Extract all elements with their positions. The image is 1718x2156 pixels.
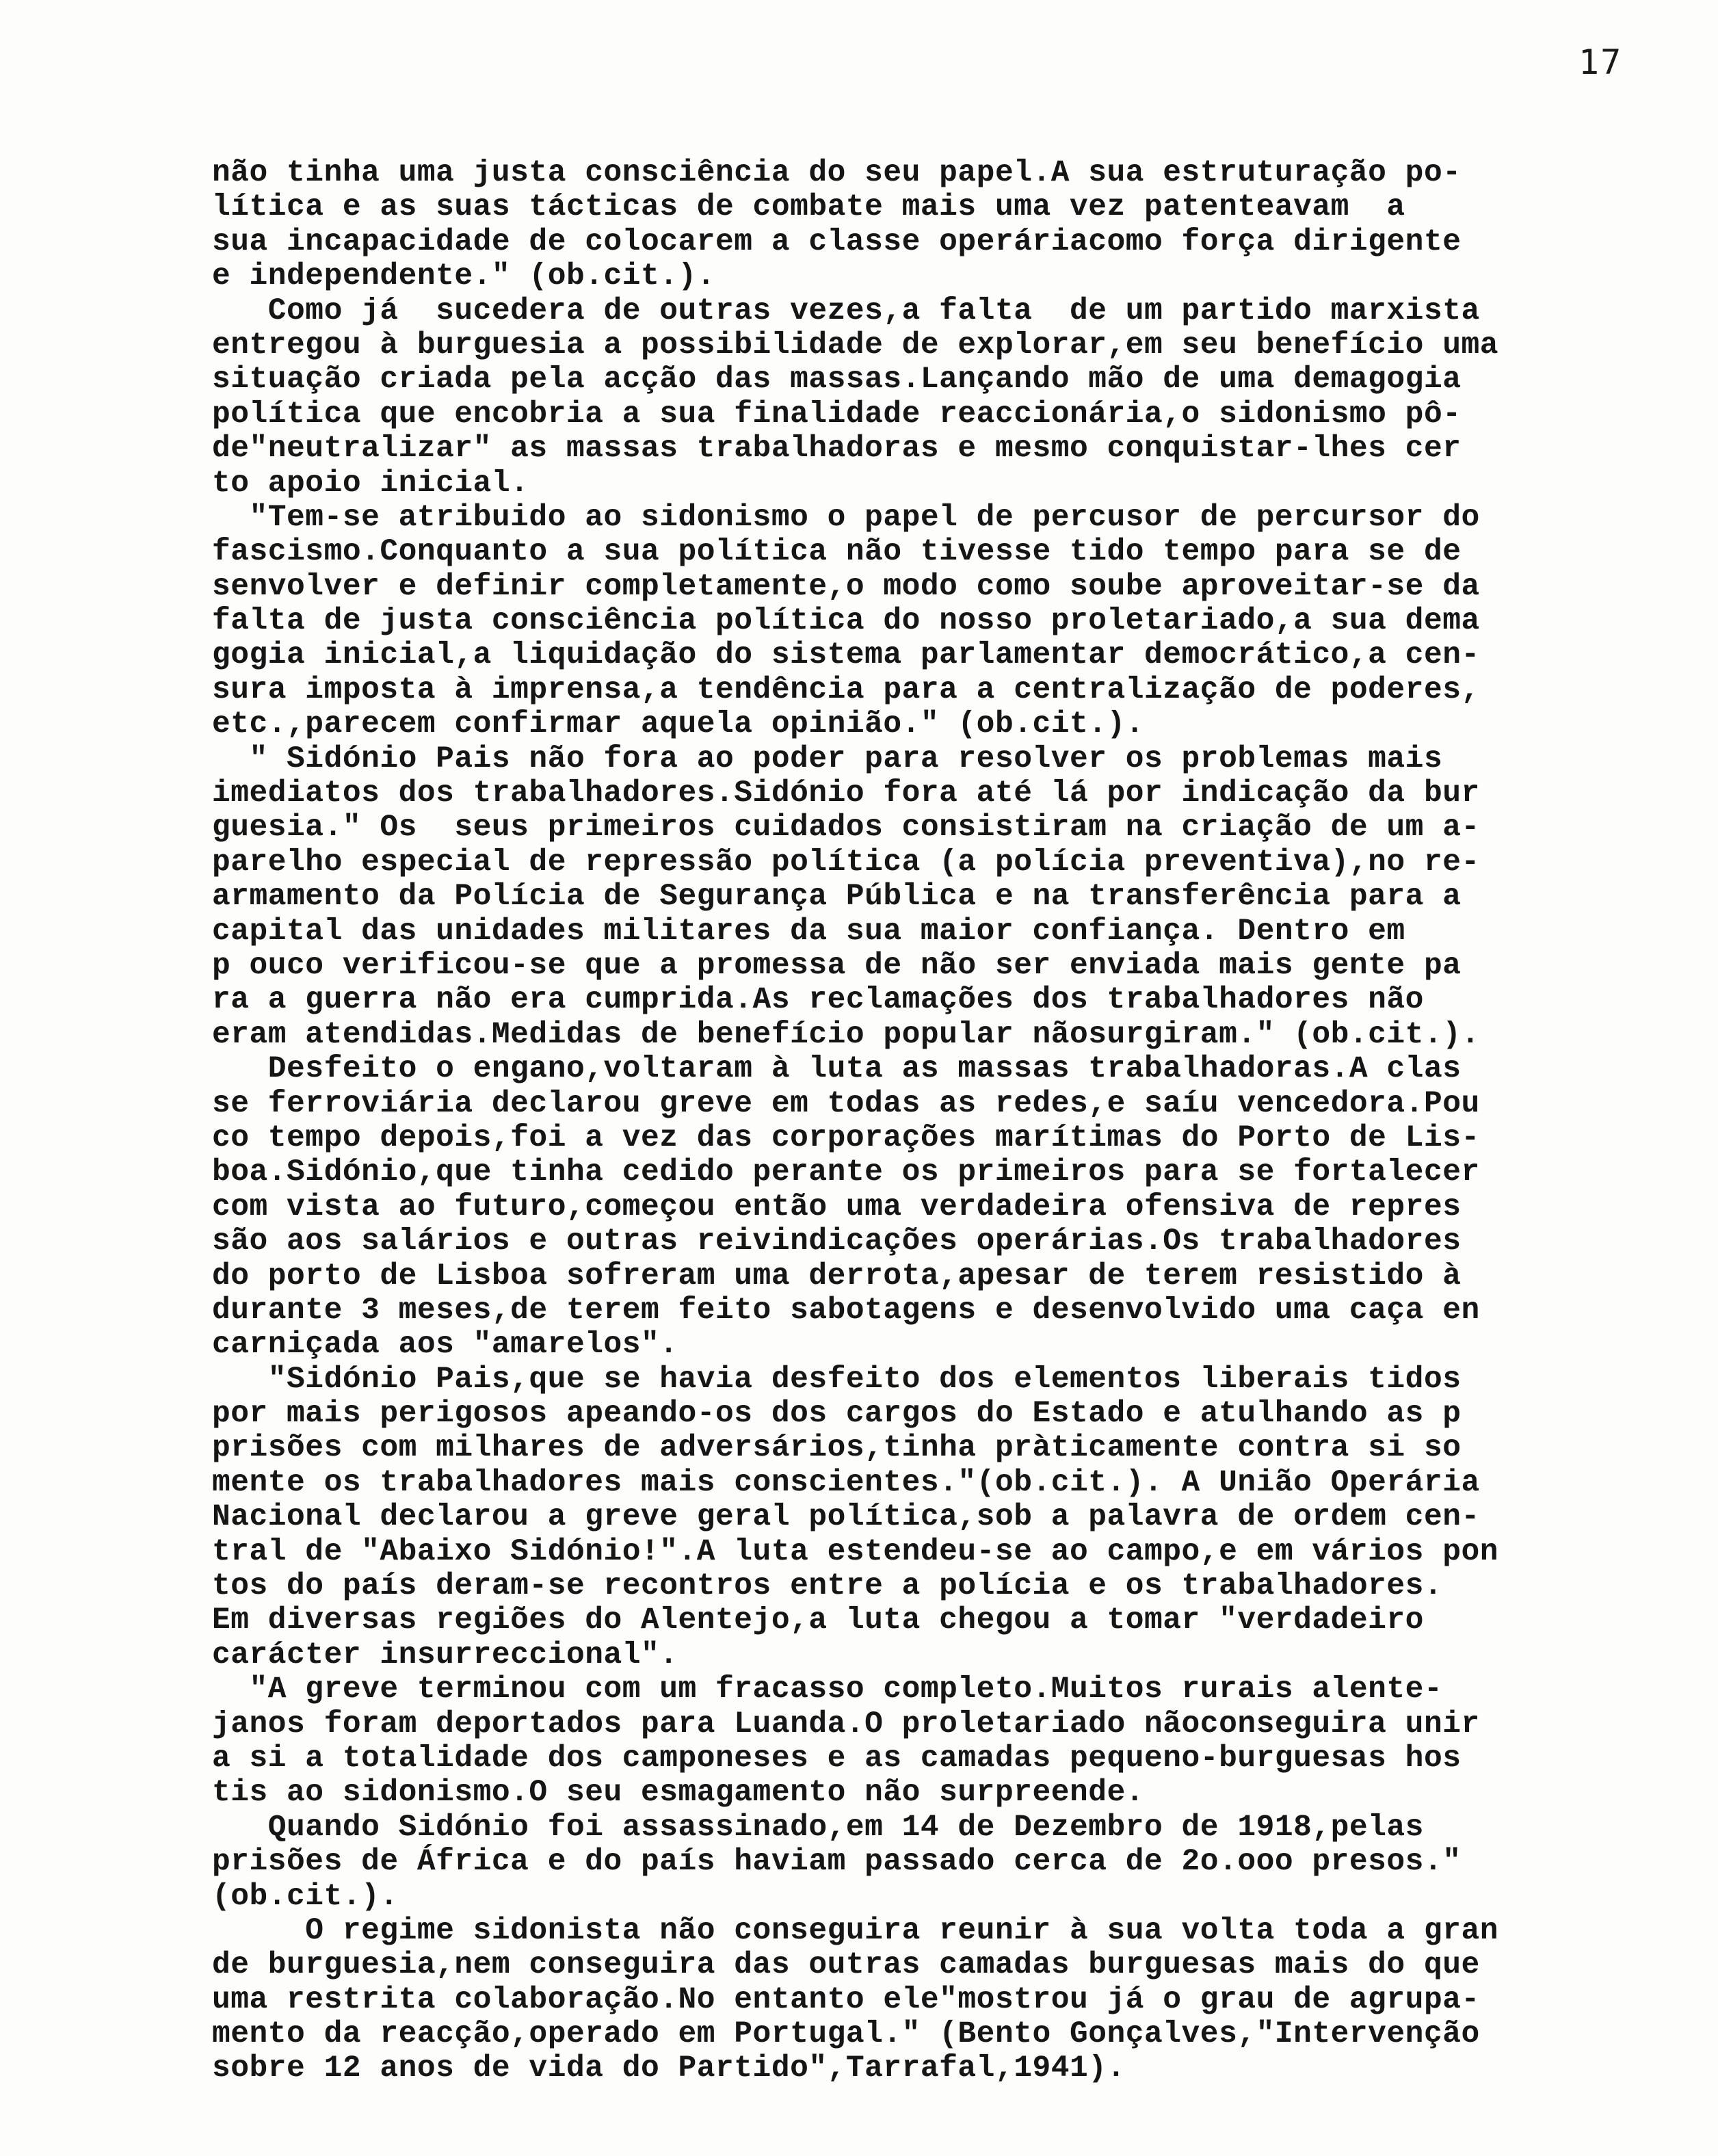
text-line: não tinha uma justa consciência do seu papel.A sua estruturação po-	[212, 156, 1462, 190]
text-line: sobre 12 anos de vida do Partido",Tarrafal,1941).	[212, 2051, 1126, 2086]
text-line: carácter insurreccional".	[212, 1638, 678, 1672]
text-line: carniçada aos "amarelos".	[212, 1328, 678, 1363]
text-line: lítica e as suas tácticas de combate mais uma vez patenteavam a	[212, 190, 1405, 225]
text-line: parelho especial de repressão política (a polícia preventiva),no re-	[212, 845, 1480, 880]
text-line: Como já sucedera de outras vezes,a falta de um partido marxista	[212, 293, 1480, 328]
text-line: mento da reacção,operado em Portugal." (Bento Gonçalves,"Intervenção	[212, 2017, 1480, 2052]
text-line: imediatos dos trabalhadores.Sidónio fora até lá por indicação da bur	[212, 776, 1480, 811]
text-line: armamento da Polícia de Segurança Pública e na transferência para a	[212, 880, 1462, 915]
text-line: (ob.cit.).	[212, 1879, 399, 1914]
text-line: etc.,parecem confirmar aquela opinião." (ob.cit.).	[212, 707, 1145, 742]
text-line: senvolver e definir completamente,o modo como soube aproveitar-se da	[212, 569, 1480, 604]
text-line: Nacional declarou a greve geral política,sob a palavra de ordem cen-	[212, 1500, 1480, 1535]
text-line: p ouco verificou-se que a promessa de não ser enviada mais gente pa	[212, 948, 1462, 983]
text-line: são aos salários e outras reivindicações operárias.Os trabalhadores	[212, 1224, 1462, 1259]
text-line: O regime sidonista não conseguira reunir à sua volta toda a gran	[212, 1913, 1498, 1948]
text-line: guesia." Os seus primeiros cuidados consistiram na criação de um a-	[212, 811, 1480, 845]
text-line: "A greve terminou com um fracasso completo.Muitos rurais alente-	[212, 1672, 1443, 1707]
page-number: 17	[1578, 42, 1623, 82]
body-text	[212, 156, 1621, 2086]
text-line: sua incapacidade de colocarem a classe operáriacomo força dirigente	[212, 224, 1462, 259]
text-line: e independente." (ob.cit.).	[212, 259, 716, 294]
text-line: eram atendidas.Medidas de benefício popular nãosurgiram." (ob.cit.).	[212, 1017, 1480, 1052]
text-line: "Sidónio Pais,que se havia desfeito dos elementos liberais tidos	[212, 1362, 1462, 1397]
text-line: janos foram deportados para Luanda.O proletariado nãoconseguira unir	[212, 1707, 1480, 1741]
text-line: fascismo.Conquanto a sua política não tivesse tido tempo para se de	[212, 535, 1462, 570]
text-line: do porto de Lisboa sofreram uma derrota,apesar de terem resistido à	[212, 1259, 1462, 1293]
text-line: Desfeito o engano,voltaram à luta as massas trabalhadoras.A clas	[212, 1052, 1462, 1087]
text-line: durante 3 meses,de terem feito sabotagens e desenvolvido uma caça en	[212, 1293, 1480, 1328]
text-line: política que encobria a sua finalidade reaccionária,o sidonismo pô-	[212, 397, 1462, 432]
text-line: de"neutralizar" as massas trabalhadoras e mesmo conquistar-lhes cer	[212, 432, 1462, 466]
text-line: mente os trabalhadores mais conscientes."(ob.cit.). A União Operária	[212, 1465, 1480, 1500]
text-line: capital das unidades militares da sua maior confiança. Dentro em	[212, 914, 1405, 949]
text-line: co tempo depois,foi a vez das corporações marítimas do Porto de Lis-	[212, 1120, 1480, 1155]
text-line: ra a guerra não era cumprida.As reclamações dos trabalhadores não	[212, 983, 1424, 1018]
text-line: entregou à burguesia a possibilidade de explorar,em seu benefício uma	[212, 328, 1498, 363]
text-line: Quando Sidónio foi assassinado,em 14 de Dezembro de 1918,pelas	[212, 1810, 1424, 1845]
text-line: Em diversas regiões do Alentejo,a luta chegou a tomar "verdadeiro	[212, 1603, 1424, 1638]
text-line: sura imposta à imprensa,a tendência para a centralização de poderes,	[212, 672, 1480, 707]
text-line: por mais perigosos apeando-os dos cargos do Estado e atulhando as p	[212, 1397, 1462, 1432]
text-line: "Tem-se atribuido ao sidonismo o papel de percusor de percursor do	[212, 500, 1480, 535]
text-line: gogia inicial,a liquidação do sistema parlamentar democrático,a cen-	[212, 638, 1480, 673]
text-line: se ferroviária declarou greve em todas as redes,e saíu vencedora.Pou	[212, 1086, 1480, 1121]
text-line: a si a totalidade dos camponeses e as camadas pequeno-burguesas hos	[212, 1741, 1462, 1776]
text-line: falta de justa consciência política do nosso proletariado,a sua dema	[212, 604, 1480, 639]
text-line: boa.Sidónio,que tinha cedido perante os primeiros para se fortalecer	[212, 1155, 1480, 1190]
text-line: tis ao sidonismo.O seu esmagamento não surpreende.	[212, 1776, 1145, 1811]
text-line: to apoio inicial.	[212, 466, 529, 501]
text-line: tos do país deram-se recontros entre a polícia e os trabalhadores.	[212, 1569, 1443, 1604]
text-line: prisões de África e do país haviam passado cerca de 2o.ooo presos."	[212, 1845, 1462, 1880]
text-line: tral de "Abaixo Sidónio!".A luta estendeu-se ao campo,e em vários pon	[212, 1534, 1498, 1569]
text-line: com vista ao futuro,começou então uma verdadeira ofensiva de repres	[212, 1189, 1462, 1224]
text-line: " Sidónio Pais não fora ao poder para resolver os problemas mais	[212, 741, 1443, 776]
text-line: situação criada pela acção das massas.Lançando mão de uma demagogia	[212, 363, 1462, 397]
text-line: de burguesia,nem conseguira das outras camadas burguesas mais do que	[212, 1948, 1480, 1983]
text-line: prisões com milhares de adversários,tinha pràticamente contra si so	[212, 1431, 1462, 1466]
text-line: uma restrita colaboração.No entanto ele"mostrou já o grau de agrupa-	[212, 1982, 1480, 2017]
